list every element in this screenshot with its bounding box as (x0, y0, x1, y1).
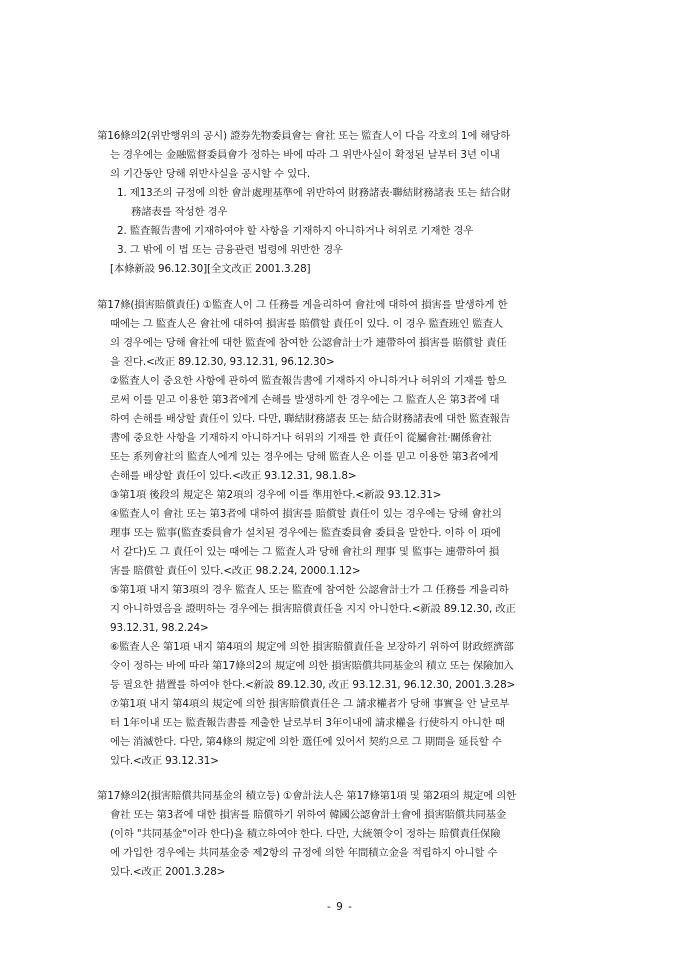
text-line: 93.12.31, 98.2.24> (110, 622, 209, 634)
list-item-continuation: 務諸表를 작성한 경우 (131, 206, 228, 218)
text-line: 을 진다.<改正 89.12.30, 93.12.31, 96.12.30> (110, 356, 335, 368)
text-line: 손해를 배상할 責任이 있다.<改正 93.12.31, 98.1.8> (110, 470, 357, 482)
text-line: 의 기간동안 당해 위반사실을 공시할 수 있다. (110, 168, 311, 180)
text-line: 있다.<改正 93.12.31> (110, 755, 219, 767)
text-line: 있다.<改正 2001.3.28> (110, 866, 226, 878)
text-line: 理事 또는 監事(監査委員會가 설치된 경우에는 監査委員會 委員을 말한다. 이하 이 項에 (110, 527, 501, 539)
text-line: 令이 정하는 바에 따라 第17條의2의 規定에 의한 損害賠償共同基金의 積立 또는 保險加入 (110, 660, 514, 672)
text-line: 第17條(損害賠償責任) ①監査人이 그 任務를 게을리하여 會社에 대하여 損害를 발생하게 한 (97, 299, 508, 311)
text-line: 에 가입한 경우에는 共同基金중 제2항의 규정에 의한 年間積立金을 적립하지 아니할 수 (110, 847, 498, 859)
text-line: 터 1年이내 또는 監査報告書를 제출한 날로부터 3年이내에 請求權을 行使하지 아니한 때 (110, 717, 505, 729)
page-number: - 9 - (327, 901, 353, 913)
text-line: 지 아니하였음을 證明하는 경우에는 損害賠償責任을 지지 아니한다.<新設 89.12.30, 改正 (110, 603, 516, 615)
amendment-note: [本條新設 96.12.30][全文改正 2001.3.28] (110, 263, 311, 275)
text-line: 때에는 그 監査人은 會社에 대하여 損害를 賠償할 責任이 있다. 이 경우 監査班인 監査人 (110, 318, 504, 330)
text-line: 에는 消滅한다. 다만, 第4條의 規定에 의한 選任에 있어서 契約으로 그 期間을 延長할 수 (110, 736, 502, 748)
text-line: 는 경우에는 金融監督委員會가 정하는 바에 따라 그 위반사실이 확정된 날부터 3년 이내 (110, 149, 500, 161)
text-line: 第16條의2(위반행위의 공시) 證券先物委員會는 會社 또는 監査人이 다음 각호의 1에 해당하 (97, 130, 511, 142)
text-line: 서 같다)도 그 責任이 있는 때에는 그 監査人과 당해 會社의 理事 및 監事는 連帶하여 損 (110, 546, 500, 558)
text-line: 하여 손해를 배상할 責任이 있다. 다만, 聯結財務諸表 또는 結合財務諸表에 대한 監査報告 (110, 413, 511, 425)
text-line: (이하 "共同基金"이라 한다)을 積立하여야 한다. 다만, 大統領令이 정하는 賠償責任保險 (110, 828, 501, 840)
text-line: 로써 이를 믿고 이용한 第3者에게 손해를 발생하게 한 경우에는 그 監査人은 第3者에 대 (110, 394, 500, 406)
text-line: ⑥監査人은 第1項 내지 第4項의 規定에 의한 損害賠償責任을 보장하기 위하여 財政經濟部 (110, 641, 514, 653)
text-line: ③第1項 後段의 規定은 第2項의 경우에 이를 準用한다.<新設 93.12.31> (110, 489, 442, 501)
text-line: 書에 중요한 사항을 기재하지 아니하거나 허위의 기재를 한 責任이 從屬會社·關係會社 (110, 432, 492, 444)
text-line: 會社 또는 第3者에 대한 損害를 賠償하기 위하여 韓國公認會計士會에 損害賠償共同基金 (110, 809, 507, 821)
text-line: ④監査人이 會社 또는 第3者에 대하여 損害를 賠償할 責任이 있는 경우에는 당해 會社의 (110, 508, 502, 520)
text-line: 또는 系列會社의 監査人에게 있는 경우에는 당해 監査人은 이를 믿고 이용한 第3者에게 (110, 451, 499, 463)
text-line: 第17條의2(損害賠償共同基金의 積立등) ①會計法人은 第17條第1項 및 第2項의 規定에 의한 (97, 790, 517, 802)
list-item: 1. 제13조의 규정에 의한 會計處理基準에 위반하여 財務諸表·聯結財務諸表 또는 結合財 (117, 187, 511, 199)
list-item: 2. 監査報告書에 기재하여야 할 사항을 기재하지 아니하거나 허위로 기재한 경우 (117, 225, 474, 237)
text-line: 등 필요한 措置를 하여야 한다.<新設 89.12.30, 改正 93.12.31, 96.12.30, 2001.3.28> (110, 679, 516, 691)
text-line: 의 경우에는 당해 會社에 대한 監査에 참여한 公認會計士가 連帶하여 損害를 賠償할 責任 (110, 337, 507, 349)
list-item: 3. 그 밖에 이 법 또는 금융관련 법령에 위반한 경우 (117, 244, 343, 256)
text-line: ⑤第1項 내지 第3項의 경우 監査人 또는 監査에 참여한 公認會計士가 그 任務를 게을리하 (110, 584, 509, 596)
text-line: 害를 賠償할 責任이 있다.<改正 98.2.24, 2000.1.12> (110, 565, 361, 577)
text-line: ②監査人이 중요한 사항에 관하여 監査報告書에 기재하지 아니하거나 허위의 기재를 함으 (110, 375, 507, 387)
text-line: ⑦第1項 내지 第4項의 規定에 의한 損害賠償責任은 그 請求權者가 당해 事實을 안 날로부 (110, 698, 510, 710)
